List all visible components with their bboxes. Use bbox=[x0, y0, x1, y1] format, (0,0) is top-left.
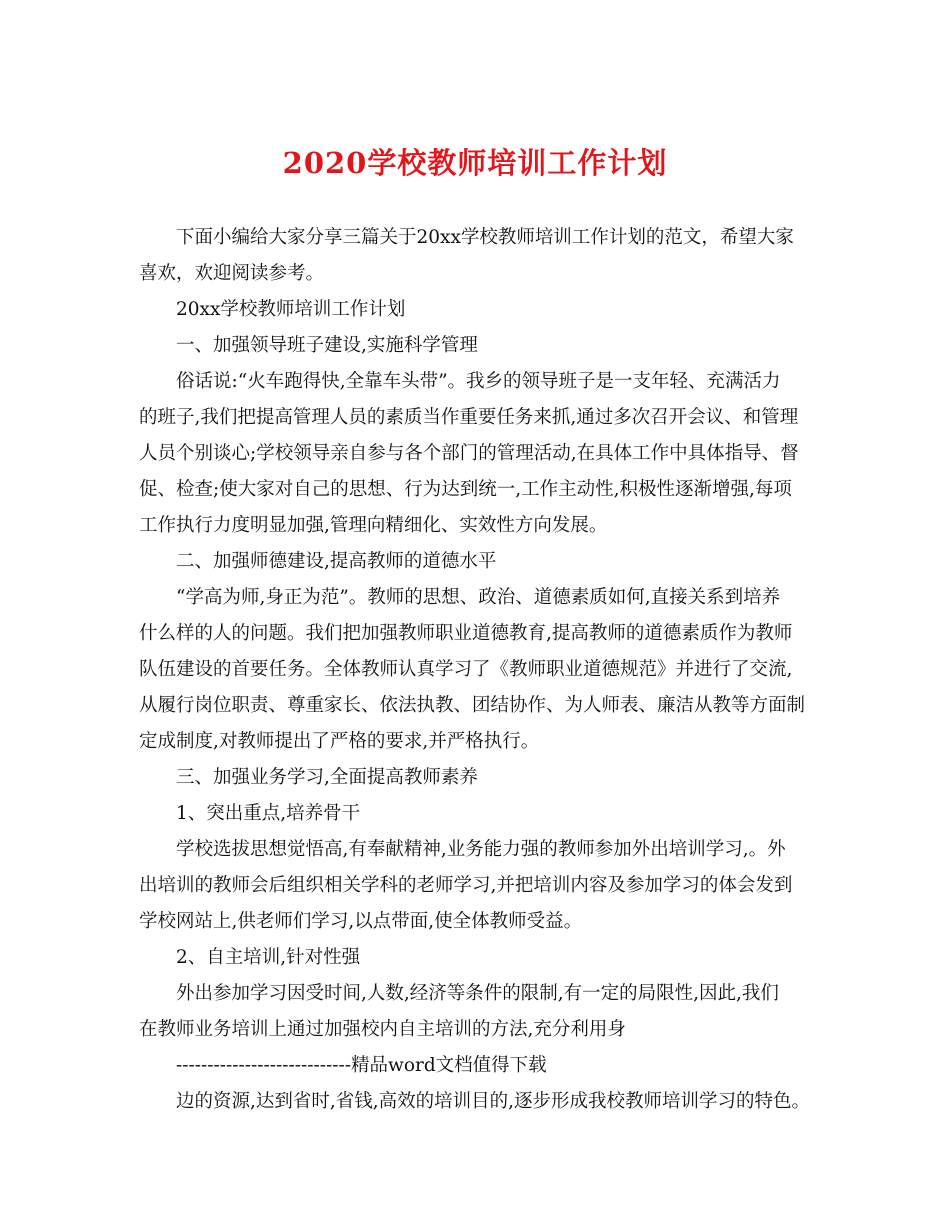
text-line: 外出参加学习因受时间,人数,经济等条件的限制,有一定的局限性,因此,我们 bbox=[176, 983, 779, 1004]
text-line: 二、加强师德建设,提高教师的道德水平 bbox=[176, 551, 497, 572]
text-line: 学校网站上,供老师们学习,以点带面,使全体教师受益。 bbox=[139, 911, 583, 932]
text-line: ----------------------------精品word文档值得下载 bbox=[176, 1055, 547, 1076]
text-line: 20xx学校教师培训工作计划 bbox=[176, 299, 406, 320]
text-line: 1、突出重点,培养骨干 bbox=[176, 803, 361, 824]
text-line: 从履行岗位职责、尊重家长、依法执教、团结协作、为人师表、廉洁从教等方面制 bbox=[139, 695, 806, 716]
text-line: 人员个别谈心;学校领导亲自参与各个部门的管理活动,在具体工作中具体指导、督 bbox=[139, 443, 799, 464]
text-line: 工作执行力度明显加强,管理向精细化、实效性方向发展。 bbox=[139, 515, 608, 536]
text-line: 2、自主培训,针对性强 bbox=[176, 947, 361, 968]
text-line: 俗话说:“火车跑得快,全靠车头带”。我乡的领导班子是一支年轻、充满活力 bbox=[176, 371, 781, 392]
text-line: 定成制度,对教师提出了严格的要求,并严格执行。 bbox=[139, 731, 540, 752]
text-line: 什么样的人的问题。我们把加强教师职业道德教育,提高教师的道德素质作为教师 bbox=[139, 623, 793, 644]
text-line: 出培训的教师会后组织相关学科的老师学习,并把培训内容及参加学习的体会发到 bbox=[139, 875, 793, 896]
document-body bbox=[139, 220, 829, 1120]
text-line: 队伍建设的首要任务。全体教师认真学习了《教师职业道德规范》并进行了交流, bbox=[139, 659, 793, 680]
text-line: 学校选拔思想觉悟高,有奉献精神,业务能力强的教师参加外出培训学习,。外 bbox=[176, 839, 786, 860]
text-line: “学高为师,身正为范”。教师的思想、政治、道德素质如何,直接关系到培养 bbox=[176, 587, 781, 608]
text-line: 在教师业务培训上通过加强校内自主培训的方法,充分利用身 bbox=[139, 1019, 626, 1040]
text-line: 一、加强领导班子建设,实施科学管理 bbox=[176, 335, 478, 356]
document-title: 2020学校教师培训工作计划 bbox=[282, 146, 668, 180]
text-line: 促、检查;使大家对自己的思想、行为达到统一,工作主动性,积极性逐渐增强,每项 bbox=[139, 479, 792, 500]
text-line: 下面小编给大家分享三篇关于20xx学校教师培训工作计划的范文，希望大家 bbox=[176, 227, 794, 248]
text-line: 边的资源,达到省时,省钱,高效的培训目的,逐步形成我校教师培训学习的特色。 bbox=[176, 1091, 811, 1112]
text-line: 三、加强业务学习,全面提高教师素养 bbox=[176, 767, 478, 788]
text-line: 的班子,我们把提高管理人员的素质当作重要任务来抓,通过多次召开会议、和管理 bbox=[139, 407, 799, 428]
text-line: 喜欢，欢迎阅读参考。 bbox=[139, 263, 325, 284]
